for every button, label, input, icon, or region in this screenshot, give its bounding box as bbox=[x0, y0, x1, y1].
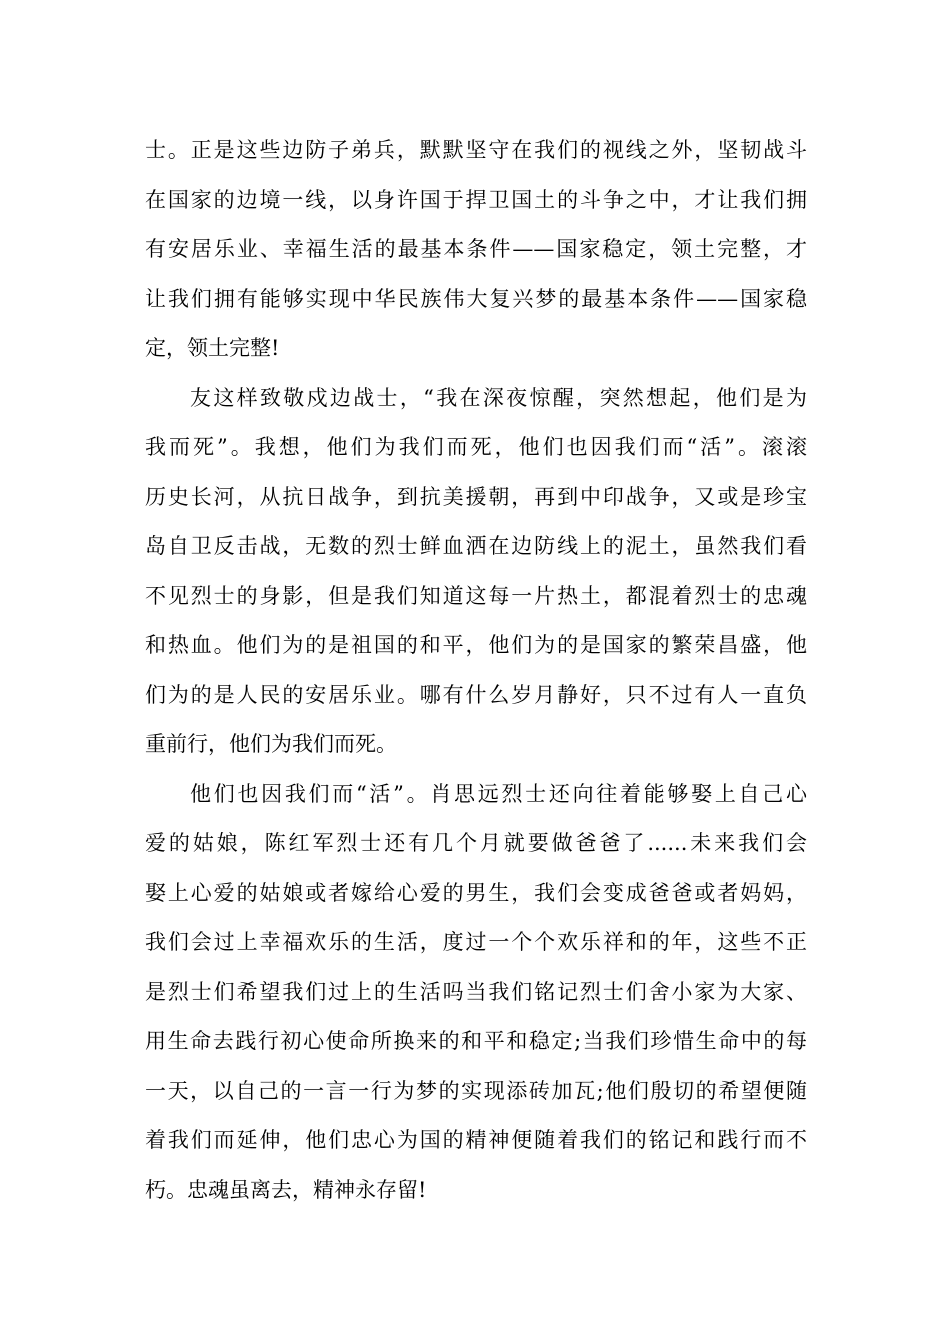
paragraph-1 bbox=[145, 126, 807, 374]
text-line: 他们也因我们而“活”。肖思远烈士还向往着能够娶上自己心 bbox=[190, 781, 807, 806]
text-line: 不见烈士的身影，但是我们知道这每一片热土，都混着烈士的忠魂 bbox=[145, 583, 807, 608]
text-line: 让我们拥有能够实现中华民族伟大复兴梦的最基本条件——国家稳 bbox=[145, 286, 807, 311]
text-line: 我们会过上幸福欢乐的生活，度过一个个欢乐祥和的年，这些不正 bbox=[145, 930, 807, 954]
paragraph-3 bbox=[145, 770, 807, 1216]
paragraph-2 bbox=[145, 374, 807, 770]
document-page bbox=[145, 126, 807, 1215]
text-line: 用生命去践行初心使命所换来的和平和稳定;当我们珍惜生命中的每 bbox=[145, 1029, 807, 1053]
text-line: 是烈士们希望我们过上的生活吗当我们铭记烈士们舍小家为大家、 bbox=[145, 979, 807, 1004]
text-line: 娶上心爱的姑娘或者嫁给心爱的男生，我们会变成爸爸或者妈妈， bbox=[145, 880, 807, 905]
text-line: 士。正是这些边防子弟兵，默默坚守在我们的视线之外，坚韧战斗 bbox=[145, 138, 807, 162]
text-line: 友这样致敬戍边战士，“我在深夜惊醒，突然想起，他们是为 bbox=[190, 385, 807, 410]
text-line: 岛自卫反击战，无数的烈士鲜血洒在边防线上的泥土，虽然我们看 bbox=[145, 534, 807, 558]
text-line: 重前行，他们为我们而死。 bbox=[145, 732, 397, 756]
text-line: 我而死”。我想，他们为我们而死，他们也因我们而“活”。滚滚 bbox=[145, 435, 807, 459]
text-line: 和热血。他们为的是祖国的和平，他们为的是国家的繁荣昌盛，他 bbox=[145, 633, 807, 657]
text-line: 有安居乐业、幸福生活的最基本条件——国家稳定，领土完整，才 bbox=[145, 237, 807, 261]
text-line: 一天，以自己的一言一行为梦的实现添砖加瓦;他们殷切的希望便随 bbox=[145, 1078, 807, 1103]
text-line: 着我们而延伸，他们忠心为国的精神便随着我们的铭记和践行而不 bbox=[145, 1128, 807, 1152]
text-line: 定，领土完整! bbox=[145, 336, 280, 360]
text-line: 们为的是人民的安居乐业。哪有什么岁月静好，只不过有人一直负 bbox=[145, 682, 807, 707]
text-line: 爱的姑娘，陈红军烈士还有几个月就要做爸爸了......未来我们会 bbox=[145, 831, 807, 855]
text-line: 在国家的边境一线，以身许国于捍卫国土的斗争之中，才让我们拥 bbox=[145, 187, 807, 212]
text-line: 历史长河，从抗日战争，到抗美援朝，再到中印战争，又或是珍宝 bbox=[145, 484, 807, 509]
text-line: 朽。忠魂虽离去，精神永存留! bbox=[145, 1177, 427, 1202]
